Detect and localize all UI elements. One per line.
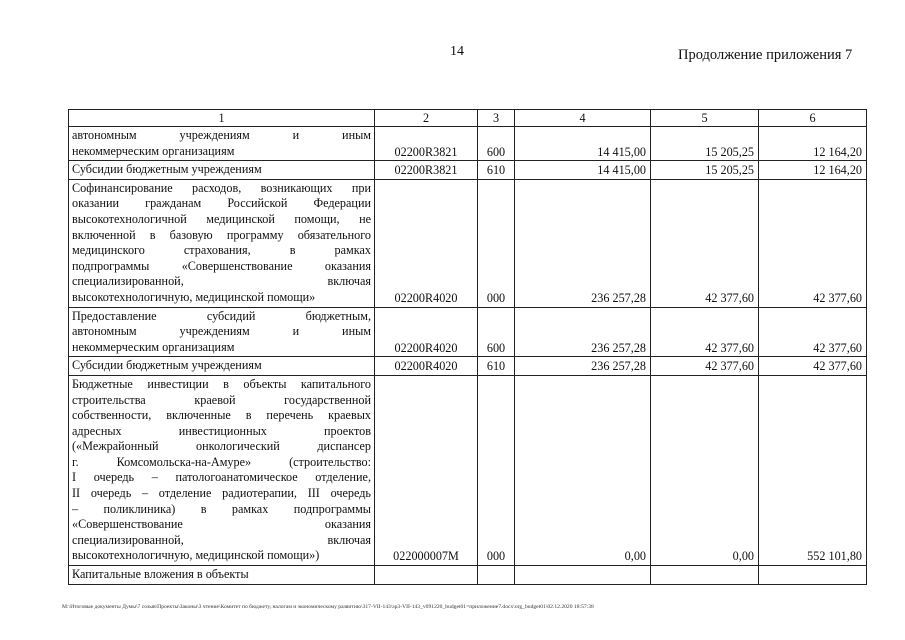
expense-name-line: некоммерческим организациям <box>72 143 235 158</box>
target-article-code-cell: 02200R3821 <box>375 127 478 161</box>
target-article-code-cell <box>375 566 478 585</box>
table-row <box>69 161 867 180</box>
header-cell-1: 1 <box>69 110 375 127</box>
table-row <box>69 357 867 376</box>
amount-col6-cell: 42 377,60 <box>759 357 867 376</box>
amount-col4-cell: 236 257,28 <box>515 179 651 307</box>
header-cell-2: 2 <box>375 110 478 127</box>
table-row <box>69 127 867 161</box>
expense-kind-cell: 000 <box>478 179 515 307</box>
expense-name-line: высокотехнологичную, медицинской помощи») <box>72 548 320 563</box>
amount-col4-cell: 236 257,28 <box>515 307 651 357</box>
expense-name-line: оказании гражданам Российской Федерации <box>72 196 371 211</box>
expense-kind-cell: 610 <box>478 357 515 376</box>
table-row <box>69 307 867 357</box>
expense-name-line: подпрограммы «Совершенствование оказания <box>72 258 371 273</box>
amount-col4-cell: 14 415,00 <box>515 161 651 180</box>
amount-col5-cell: 42 377,60 <box>651 307 759 357</box>
expense-name-cell <box>69 179 375 307</box>
expense-kind-cell: 600 <box>478 127 515 161</box>
expense-name-line: II очередь – отделение радиотерапии, III очередь <box>72 486 371 501</box>
target-article-code-cell: 02200R4020 <box>375 357 478 376</box>
expense-name-line: Предоставление субсидий бюджетным, <box>72 308 371 323</box>
expense-name-line: I очередь – патологоанатомическое отделение, <box>72 470 371 485</box>
expense-name-line: – поликлиника) в рамках подпрограммы <box>72 501 371 516</box>
table-row <box>69 375 867 565</box>
amount-col6-cell: 42 377,60 <box>759 179 867 307</box>
budget-table <box>68 109 867 585</box>
expense-name-line: специализированной, включая <box>72 274 371 289</box>
expense-name-cell <box>69 161 375 180</box>
amount-col5-cell: 42 377,60 <box>651 357 759 376</box>
expense-name-cell <box>69 566 375 585</box>
target-article-code-cell: 02200R3821 <box>375 161 478 180</box>
expense-name-line: собственности, включенные в перечень краевых <box>72 408 371 423</box>
amount-col6-cell: 552 101,80 <box>759 375 867 565</box>
budget-table-body <box>69 110 867 585</box>
amount-col4-cell <box>515 566 651 585</box>
expense-name-line: Субсидии бюджетным учреждениям <box>72 358 262 373</box>
table-row <box>69 566 867 585</box>
amount-col5-cell <box>651 566 759 585</box>
amount-col5-cell: 0,00 <box>651 375 759 565</box>
expense-name-line: «Совершенствование оказания <box>72 517 371 532</box>
amount-col5-cell: 15 205,25 <box>651 127 759 161</box>
target-article-code-cell: 02200R4020 <box>375 307 478 357</box>
header-cell-5: 5 <box>651 110 759 127</box>
header-cell-6: 6 <box>759 110 867 127</box>
expense-name-line: адресных инвестиционных проектов <box>72 423 371 438</box>
expense-name-line: строительства краевой государственной <box>72 392 371 407</box>
amount-col6-cell <box>759 566 867 585</box>
expense-name-line: включенной в базовую программу обязательного <box>72 227 371 242</box>
header-cell-4: 4 <box>515 110 651 127</box>
expense-name-line: г. Комсомольска-на-Амуре» (строительство: <box>72 454 371 469</box>
amount-col5-cell: 42 377,60 <box>651 179 759 307</box>
expense-name-line: автономным учреждениям и иным <box>72 128 371 142</box>
amount-col4-cell: 0,00 <box>515 375 651 565</box>
table-header-row <box>69 110 867 127</box>
target-article-code-cell: 02200R4020 <box>375 179 478 307</box>
expense-name-cell <box>69 307 375 357</box>
expense-name-line: высокотехнологичной медицинской помощи, не <box>72 211 371 226</box>
expense-name-line: некоммерческим организациям <box>72 339 235 354</box>
page-number: 14 <box>450 44 464 59</box>
expense-name-cell <box>69 357 375 376</box>
expense-name-line: Капитальные вложения в объекты <box>72 567 249 582</box>
expense-name-cell <box>69 375 375 565</box>
amount-col6-cell: 12 164,20 <box>759 161 867 180</box>
expense-kind-cell <box>478 566 515 585</box>
amount-col4-cell: 236 257,28 <box>515 357 651 376</box>
expense-name-line: специализированной, включая <box>72 532 371 547</box>
expense-kind-cell: 000 <box>478 375 515 565</box>
file-path-footer: M:\Итоговые документы Думы\7 созыв\Проекты\Законы\3 чтение\Комитет по бюджету, налогам и экономическому развитию\317-VII-143\зр3-VII-143_v091220_budget01=приложение7.docx\org_budget01\02.12.2020 18:57:38 <box>62 604 594 610</box>
amount-col4-cell: 14 415,00 <box>515 127 651 161</box>
header-cell-3: 3 <box>478 110 515 127</box>
appendix-continuation-title: Продолжение приложения 7 <box>678 47 853 63</box>
amount-col5-cell: 15 205,25 <box>651 161 759 180</box>
expense-name-line: Софинансирование расходов, возникающих при <box>72 180 371 195</box>
expense-name-line: Субсидии бюджетным учреждениям <box>72 162 262 177</box>
expense-name-line: автономным учреждениям и иным <box>72 324 371 339</box>
table-row <box>69 179 867 307</box>
expense-name-line: Бюджетные инвестиции в объекты капитального <box>72 376 371 391</box>
target-article-code-cell: 022000007М <box>375 375 478 565</box>
amount-col6-cell: 12 164,20 <box>759 127 867 161</box>
amount-col6-cell: 42 377,60 <box>759 307 867 357</box>
expense-name-cell <box>69 127 375 161</box>
expense-kind-cell: 610 <box>478 161 515 180</box>
expense-name-line: («Межрайонный онкологический диспансер <box>72 439 371 454</box>
expense-name-line: высокотехнологичную, медицинской помощи» <box>72 289 316 304</box>
expense-kind-cell: 600 <box>478 307 515 357</box>
expense-name-line: медицинского страхования, в рамках <box>72 243 371 258</box>
